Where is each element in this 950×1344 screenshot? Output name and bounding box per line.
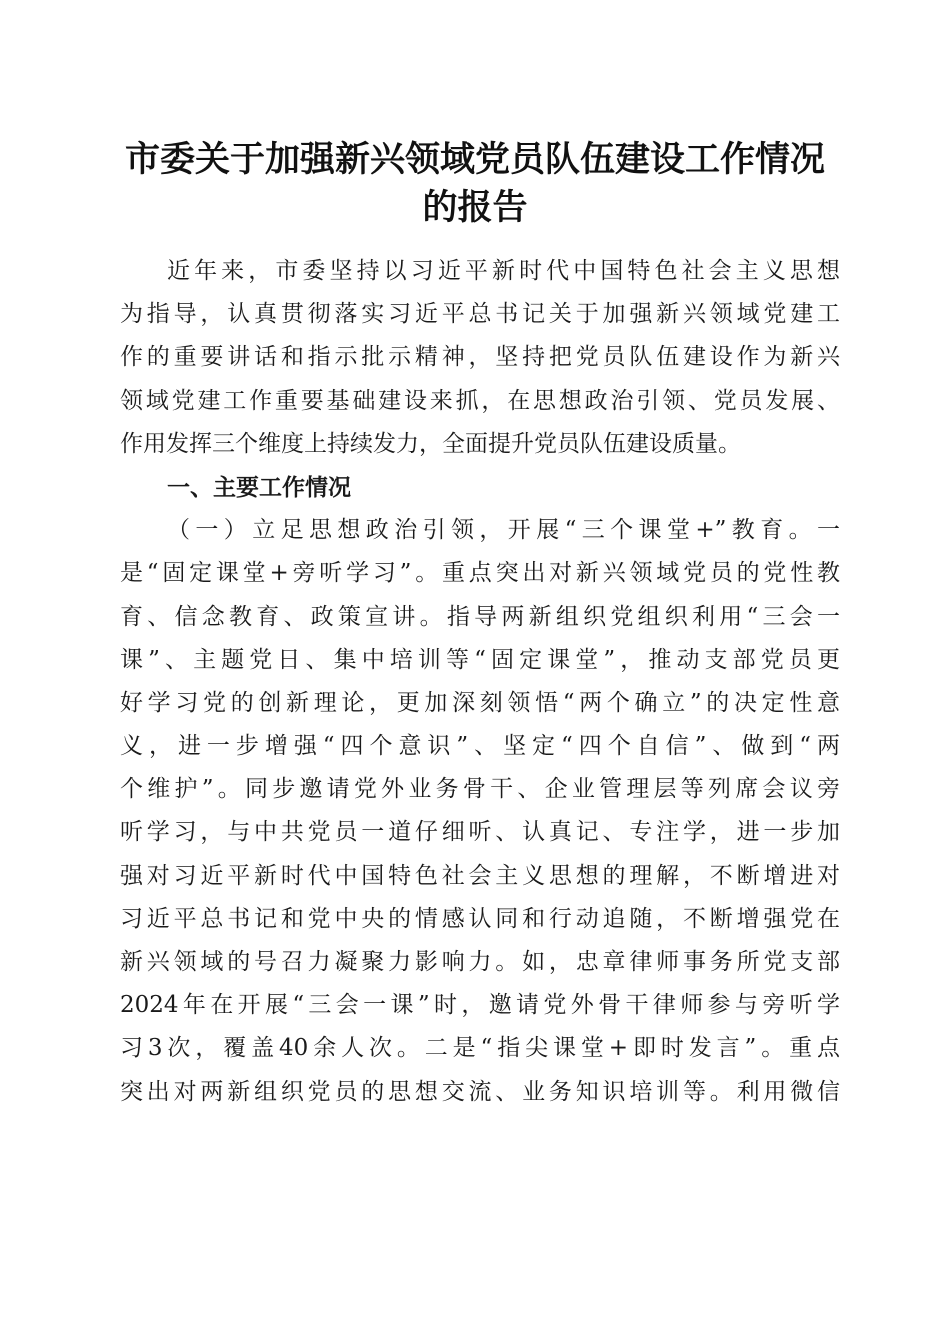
body-text-line: 是“固定课堂+旁听学习”。重点突出对新兴领域党员的党性教 xyxy=(120,560,840,587)
body-text-line: 习近平总书记和党中央的情感认同和行动追随，不断增强党在 xyxy=(120,905,840,932)
body-text-line: 2024年在开展“三会一课”时，邀请党外骨干律师参与旁听学 xyxy=(120,992,840,1019)
body-text-line: 作用发挥三个维度上持续发力，全面提升党员队伍建设质量。 xyxy=(120,430,741,457)
body-text-line: 育、信念教育、政策宣讲。指导两新组织党组织利用“三会一 xyxy=(120,603,840,630)
body-text-line: 突出对两新组织党员的思想交流、业务知识培训等。利用微信 xyxy=(120,1078,840,1105)
body-text-line: 课”、主题党日、集中培训等“固定课堂”，推动支部党员更 xyxy=(120,646,840,673)
body-text-line: 近年来，市委坚持以习近平新时代中国特色社会主义思想 xyxy=(167,258,840,284)
body-text-line: 领域党建工作重要基础建设来抓，在思想政治引领、党员发展、 xyxy=(120,387,840,414)
document-body xyxy=(120,250,840,1114)
body-text-line: 好学习党的创新理论，更加深刻领悟“两个确立”的决定性意 xyxy=(120,689,840,716)
body-text-line: 听学习，与中共党员一道仔细听、认真记、专注学，进一步加 xyxy=(120,819,840,846)
body-text-line: （一）立足思想政治引领，开展“三个课堂+”教育。一 xyxy=(167,517,840,544)
body-text-line: 习3次，覆盖40余人次。二是“指尖课堂+即时发言”。重点 xyxy=(120,1035,840,1062)
body-text-line: 新兴领域的号召力凝聚力影响力。如，忠章律师事务所党支部 xyxy=(120,949,840,975)
document-title-line-2: 的报告 xyxy=(422,187,528,228)
body-text-line: 作的重要讲话和指示批示精神，坚持把党员队伍建设作为新兴 xyxy=(120,344,840,371)
body-text-line: 义，进一步增强“四个意识”、坚定“四个自信”、做到“两 xyxy=(120,733,840,760)
section-heading: 一、主要工作情况 xyxy=(167,473,351,501)
body-text-line: 个维护”。同步邀请党外业务骨干、企业管理层等列席会议旁 xyxy=(120,776,840,803)
body-text-line: 为指导，认真贯彻落实习近平总书记关于加强新兴领域党建工 xyxy=(120,301,840,328)
document-title-line-1: 市委关于加强新兴领域党员队伍建设工作情况 xyxy=(124,139,825,180)
body-text-line: 强对习近平新时代中国特色社会主义思想的理解，不断增进对 xyxy=(120,862,840,889)
